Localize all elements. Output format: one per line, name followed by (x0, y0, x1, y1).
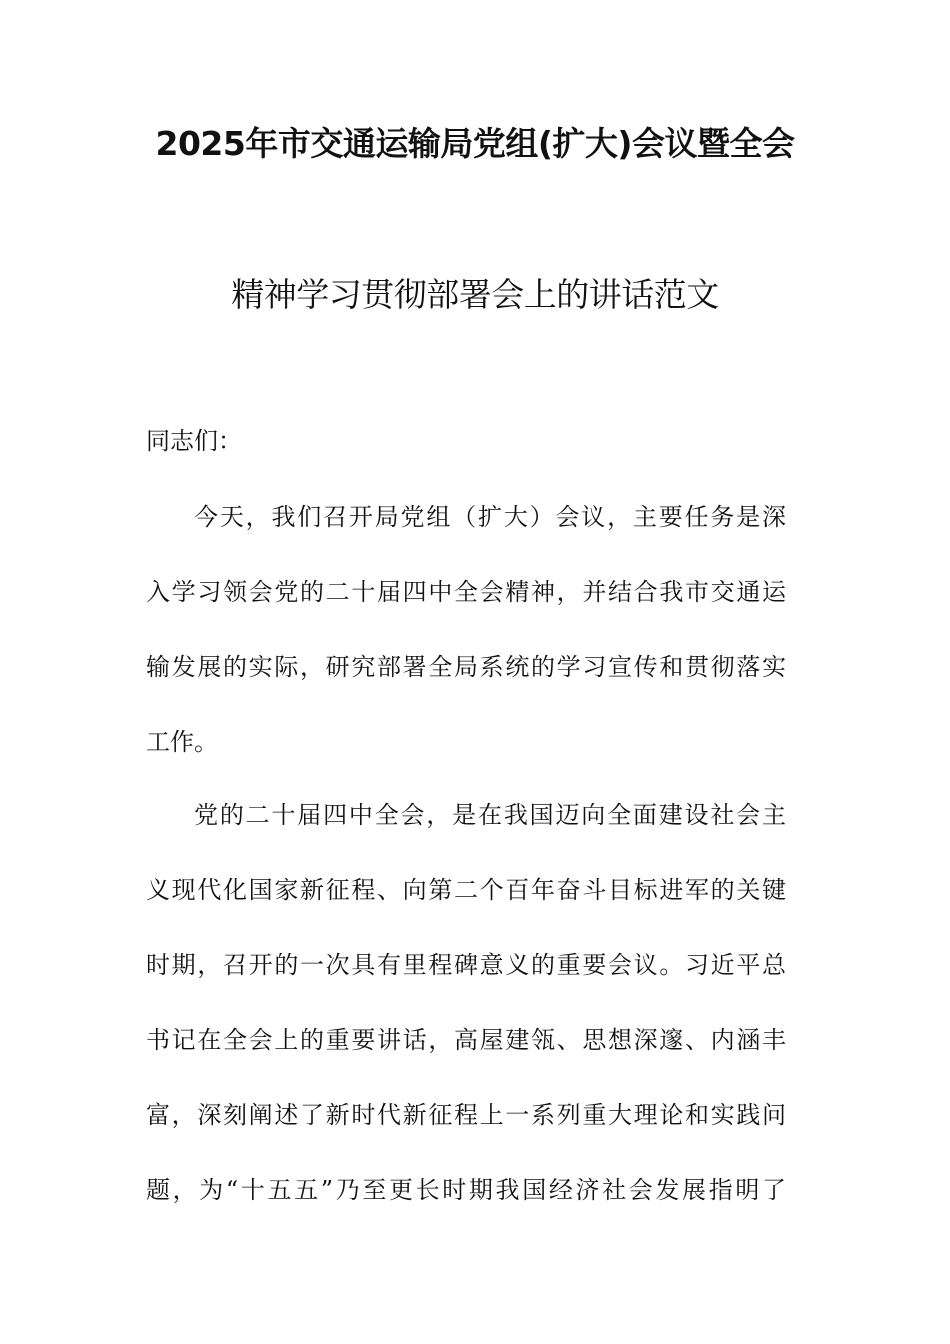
paragraph-line: 党的二十届四中全会，是在我国迈向全面建设社会主 (194, 801, 786, 829)
title-line-1: 2025年市交通运输局党组(扩大)会议暨全会 (155, 124, 795, 163)
paragraph-line: 书记在全会上的重要讲话，高屋建瓴、思想深邃、内涵丰 (146, 1026, 786, 1054)
paragraph-line: 今天，我们召开局党组（扩大）会议，主要任务是深 (194, 503, 786, 531)
paragraph-line: 义现代化国家新征程、向第二个百年奋斗目标进军的关键 (146, 876, 786, 904)
paragraph-line: 输发展的实际，研究部署全局系统的学习宣传和贯彻落实 (146, 653, 786, 681)
paragraph-line: 富，深刻阐述了新时代新征程上一系列重大理论和实践问 (146, 1101, 786, 1129)
salutation: 同志们： (146, 427, 242, 455)
paragraph-line: 时期，召开的一次具有里程碑意义的重要会议。习近平总 (146, 951, 786, 979)
paragraph-line: 题，为“十五五”乃至更长时期我国经济社会发展指明了 (146, 1176, 786, 1204)
paragraph-line: 工作。 (146, 728, 218, 756)
paragraph-line: 入学习领会党的二十届四中全会精神，并结合我市交通运 (146, 578, 786, 606)
paragraph-1 (146, 480, 786, 780)
paragraph-2 (146, 778, 786, 1228)
title-line-2: 精神学习贯彻部署会上的讲话范文 (231, 275, 719, 314)
